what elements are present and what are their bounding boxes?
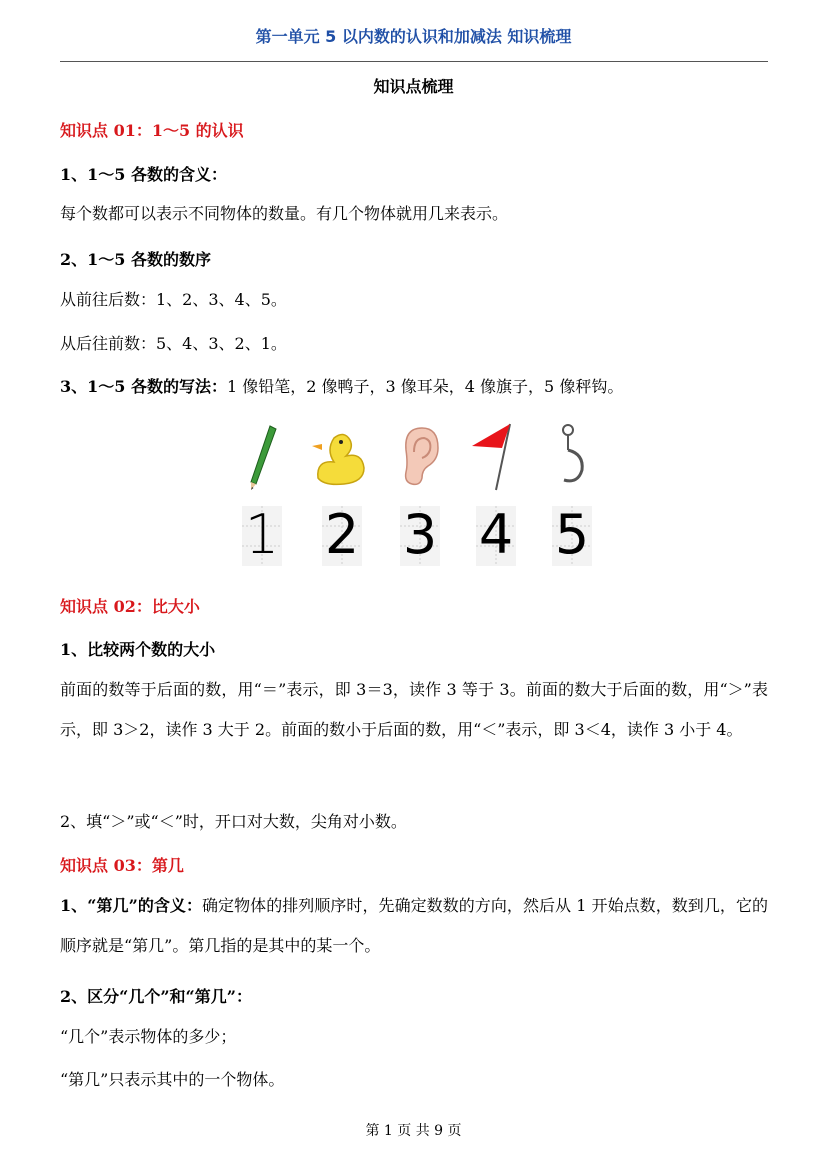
kp3-s1 [60,886,768,966]
kp2-heading: 知识点 02：比大小 [60,597,200,616]
flag-icon [466,420,526,492]
digit-1: 1 [244,503,280,566]
kp1-s2-line2: 从后往前数：5、4、3、2、1。 [60,334,287,353]
page-header: 第一单元 5 以内数的认识和加减法 知识梳理 [255,27,572,46]
digit-shapes-illustration [230,420,610,570]
digit-4: 4 [478,503,514,566]
digit-card [242,503,282,566]
digit-3: 3 [402,503,438,566]
kp2-s1-title: 1、比较两个数的大小 [60,640,216,659]
kp1-s2-title: 2、1～5 各数的数序 [60,250,211,269]
digit-5: 5 [554,503,590,566]
duck-icon [308,420,368,492]
digit-card [552,503,592,566]
kp2-s1-text: 前面的数等于后面的数，用“＝”表示，即 3＝3，读作 3 等于 3。前面的数大于后面的数，用“＞”表示，即 3＞2，读作 3 大于 2。前面的数小于后面的数，用“＜”表示，即 3＜4，读作 3 小于 4。 [60,680,768,739]
page-footer: 第 1 页 共 9 页 [365,1123,462,1139]
hook-icon [546,420,606,492]
pencil-icon [230,420,290,492]
kp1-heading: 知识点 01：1～5 的认识 [60,121,244,140]
kp1-s3-text: 1 像铅笔，2 像鸭子，3 像耳朵，4 像旗子，5 像秤钩。 [226,377,624,396]
kp1-s3 [60,377,623,397]
kp1-s3-title: 3、1～5 各数的写法： [60,377,227,396]
kp3-s1-text: 确定物体的排列顺序时，先确定数数的方向，然后从 1 开始点数，数到几，它的顺序就是“第几”。第几指的是其中的某一个。 [60,896,768,955]
kp1-s1-text: 每个数都可以表示不同物体的数量。有几个物体就用几来表示。 [60,204,509,223]
digit-2: 2 [324,503,360,566]
digit-card [400,503,440,566]
kp3-heading: 知识点 03：第几 [60,856,184,875]
kp3-s1-title: 1、“第几”的含义： [60,896,203,915]
digit-card [322,503,362,566]
kp1-s2-line1: 从前往后数：1、2、3、4、5。 [60,290,287,309]
kp2-s2-text: 2、填“＞”或“＜”时，开口对大数，尖角对小数。 [60,812,407,831]
kp3-s2-line2: “第几”只表示其中的一个物体。 [60,1070,285,1089]
kp3-s2-line1: “几个”表示物体的多少； [60,1027,237,1046]
header-rule [60,61,768,62]
digit-card [476,503,516,566]
page-title: 知识点梳理 [373,77,454,96]
kp1-s1-title: 1、1～5 各数的含义： [60,165,227,184]
ear-icon [388,420,448,492]
kp3-s2-title: 2、区分“几个”和“第几”： [60,987,252,1006]
